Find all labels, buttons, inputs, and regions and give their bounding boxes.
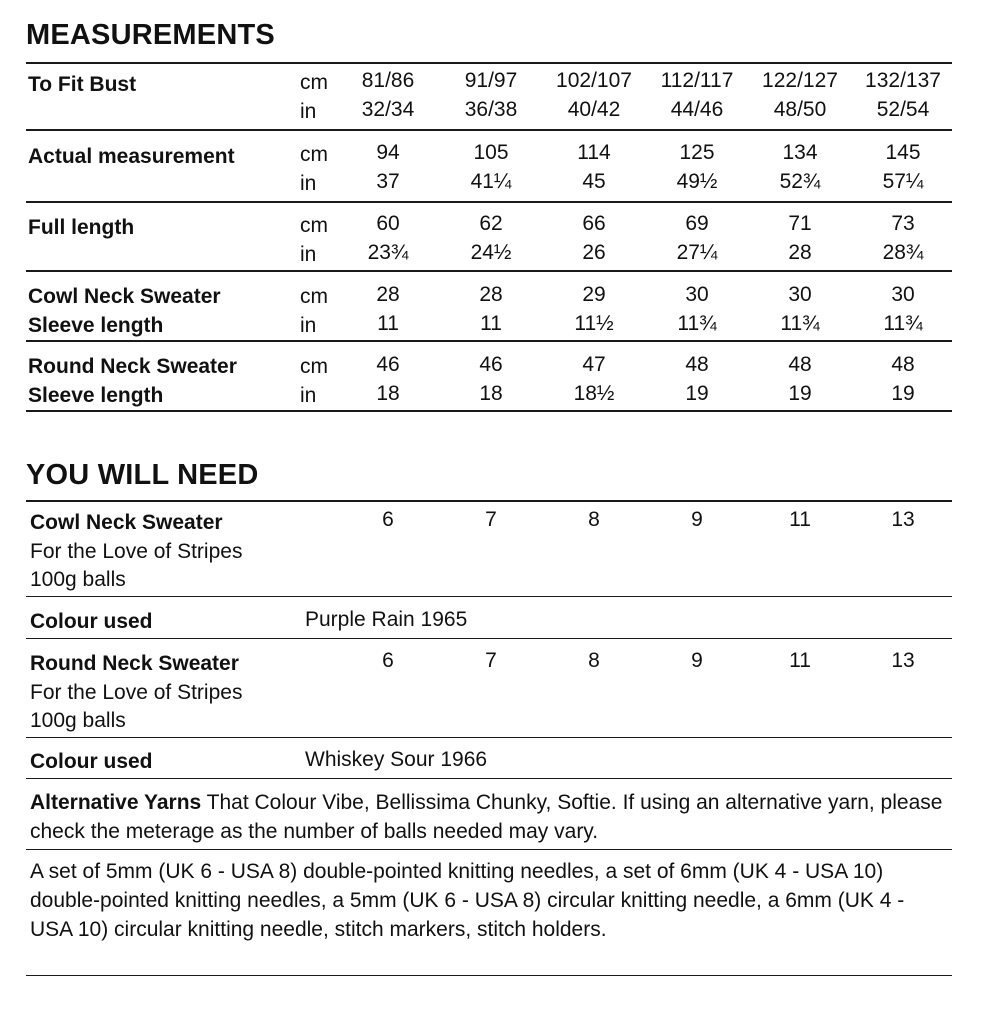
in-value: 11¾ xyxy=(883,312,923,335)
divider xyxy=(26,270,952,272)
cm-value: 102/107 xyxy=(556,69,632,92)
cm-value: 60 xyxy=(376,212,400,235)
round-requirement-label xyxy=(30,650,242,736)
in-value: 18 xyxy=(376,382,400,405)
cowl-requirement-label xyxy=(30,509,242,595)
in-value: 41¼ xyxy=(470,170,512,193)
in-value: 11¾ xyxy=(677,312,717,335)
cowl-colour-value: Purple Rain 1965 xyxy=(305,608,468,631)
ball-count: 7 xyxy=(485,649,497,672)
cm-value: 132/137 xyxy=(865,69,941,92)
ball-count: 9 xyxy=(691,649,703,672)
ball-count: 6 xyxy=(382,649,394,672)
row-label: Sleeve length xyxy=(28,314,164,337)
alternative-yarns-note xyxy=(30,788,945,846)
in-value: 18 xyxy=(479,382,503,405)
ball-count: 6 xyxy=(382,508,394,531)
alternative-yarns-label: Alternative Yarns xyxy=(30,791,202,814)
cm-value: 94 xyxy=(376,141,400,164)
cm-value: 91/97 xyxy=(464,69,518,92)
measurements-heading: MEASUREMENTS xyxy=(26,19,275,51)
row-label: Actual measurement xyxy=(28,145,235,168)
cm-value: 145 xyxy=(885,141,921,164)
in-value: 11 xyxy=(480,312,502,335)
cm-value: 112/117 xyxy=(660,69,734,92)
divider xyxy=(26,638,952,639)
cm-value: 30 xyxy=(891,283,915,306)
row-label: To Fit Bust xyxy=(28,73,137,96)
alternative-yarns-text: That Colour Vibe, Bellissima Chunky, Softie. If using an alternative yarn, please check the meterage as the number of balls needed may vary. xyxy=(30,791,943,843)
divider xyxy=(26,340,952,342)
in-value: 57¼ xyxy=(882,170,924,193)
divider xyxy=(26,62,952,64)
divider xyxy=(26,849,952,850)
divider xyxy=(26,975,952,976)
cowl-title: Cowl Neck Sweater xyxy=(30,511,223,534)
ball-count: 9 xyxy=(691,508,703,531)
divider xyxy=(26,410,952,412)
cm-value: 71 xyxy=(788,212,812,235)
unit-in: in xyxy=(300,100,317,123)
cm-value: 30 xyxy=(788,283,812,306)
cm-value: 114 xyxy=(577,141,611,164)
divider xyxy=(26,778,952,779)
cm-value: 29 xyxy=(582,283,606,306)
in-value: 24½ xyxy=(470,241,512,264)
cm-value: 125 xyxy=(679,141,715,164)
in-value: 28¾ xyxy=(882,241,924,264)
cm-value: 134 xyxy=(782,141,818,164)
in-value: 28 xyxy=(788,241,812,264)
ball-count: 11 xyxy=(789,649,811,672)
ball-count: 8 xyxy=(588,508,600,531)
unit-cm: cm xyxy=(300,214,328,237)
ball-count: 11 xyxy=(789,508,811,531)
in-value: 18½ xyxy=(573,382,615,405)
cm-value: 30 xyxy=(685,283,709,306)
divider xyxy=(26,500,952,502)
cm-value: 62 xyxy=(479,212,503,235)
in-value: 19 xyxy=(891,382,915,405)
in-value: 19 xyxy=(685,382,709,405)
unit-cm: cm xyxy=(300,71,328,94)
round-colour-value: Whiskey Sour 1966 xyxy=(305,748,488,771)
cm-value: 47 xyxy=(582,353,606,376)
cowl-colour-label: Colour used xyxy=(30,610,153,633)
ball-count: 13 xyxy=(891,508,915,531)
cm-value: 46 xyxy=(376,353,400,376)
in-value: 44/46 xyxy=(670,98,724,121)
cm-value: 66 xyxy=(582,212,606,235)
divider xyxy=(26,129,952,131)
cm-value: 28 xyxy=(376,283,400,306)
unit-cm: cm xyxy=(300,355,328,378)
cm-value: 73 xyxy=(891,212,915,235)
divider xyxy=(26,201,952,203)
in-value: 11½ xyxy=(574,312,614,335)
in-value: 26 xyxy=(582,241,606,264)
cm-value: 46 xyxy=(479,353,503,376)
in-value: 40/42 xyxy=(567,98,621,121)
in-value: 23¾ xyxy=(367,241,409,264)
unit-cm: cm xyxy=(300,285,328,308)
cowl-yarn: For the Love of Stripes xyxy=(30,539,243,563)
row-label: Cowl Neck Sweater xyxy=(28,285,221,308)
cowl-balls: 100g balls xyxy=(30,568,126,591)
in-value: 11¾ xyxy=(780,312,820,335)
in-value: 11 xyxy=(377,312,399,335)
in-value: 27¼ xyxy=(676,241,718,264)
ball-count: 8 xyxy=(588,649,600,672)
in-value: 32/34 xyxy=(361,98,415,121)
row-label: Sleeve length xyxy=(28,384,164,407)
cm-value: 48 xyxy=(685,353,709,376)
cm-value: 48 xyxy=(891,353,915,376)
cm-value: 105 xyxy=(473,141,509,164)
ball-count: 7 xyxy=(485,508,497,531)
unit-in: in xyxy=(300,243,317,266)
unit-cm: cm xyxy=(300,143,328,166)
needles-note: A set of 5mm (UK 6 - USA 8) double-pointed knitting needles, a set of 6mm (UK 4 - USA 10) double-pointed knitting needles, a 5mm (UK 6 - USA 8) circular knitting needle, a 6mm (UK 4 - USA 10) circular knitting needle, stitch markers, stitch holders. xyxy=(30,860,905,941)
unit-in: in xyxy=(300,314,317,337)
divider xyxy=(26,596,952,597)
unit-in: in xyxy=(300,172,317,195)
in-value: 48/50 xyxy=(773,98,827,121)
row-label: Full length xyxy=(28,216,135,239)
in-value: 36/38 xyxy=(464,98,518,121)
in-value: 49½ xyxy=(676,170,718,193)
divider xyxy=(26,737,952,738)
round-title: Round Neck Sweater xyxy=(30,652,239,675)
in-value: 19 xyxy=(788,382,812,405)
in-value: 37 xyxy=(376,170,400,193)
round-colour-label: Colour used xyxy=(30,750,153,773)
ball-count: 13 xyxy=(891,649,915,672)
cm-value: 69 xyxy=(685,212,709,235)
round-yarn: For the Love of Stripes xyxy=(30,680,243,704)
cm-value: 48 xyxy=(788,353,812,376)
row-label: Round Neck Sweater xyxy=(28,355,237,378)
in-value: 52/54 xyxy=(876,98,930,121)
unit-in: in xyxy=(300,384,317,407)
cm-value: 81/86 xyxy=(361,69,415,92)
cm-value: 122/127 xyxy=(762,69,838,92)
in-value: 45 xyxy=(582,170,606,193)
you-will-need-heading: YOU WILL NEED xyxy=(26,459,259,491)
round-balls: 100g balls xyxy=(30,709,126,732)
in-value: 52¾ xyxy=(779,170,821,193)
cm-value: 28 xyxy=(479,283,503,306)
